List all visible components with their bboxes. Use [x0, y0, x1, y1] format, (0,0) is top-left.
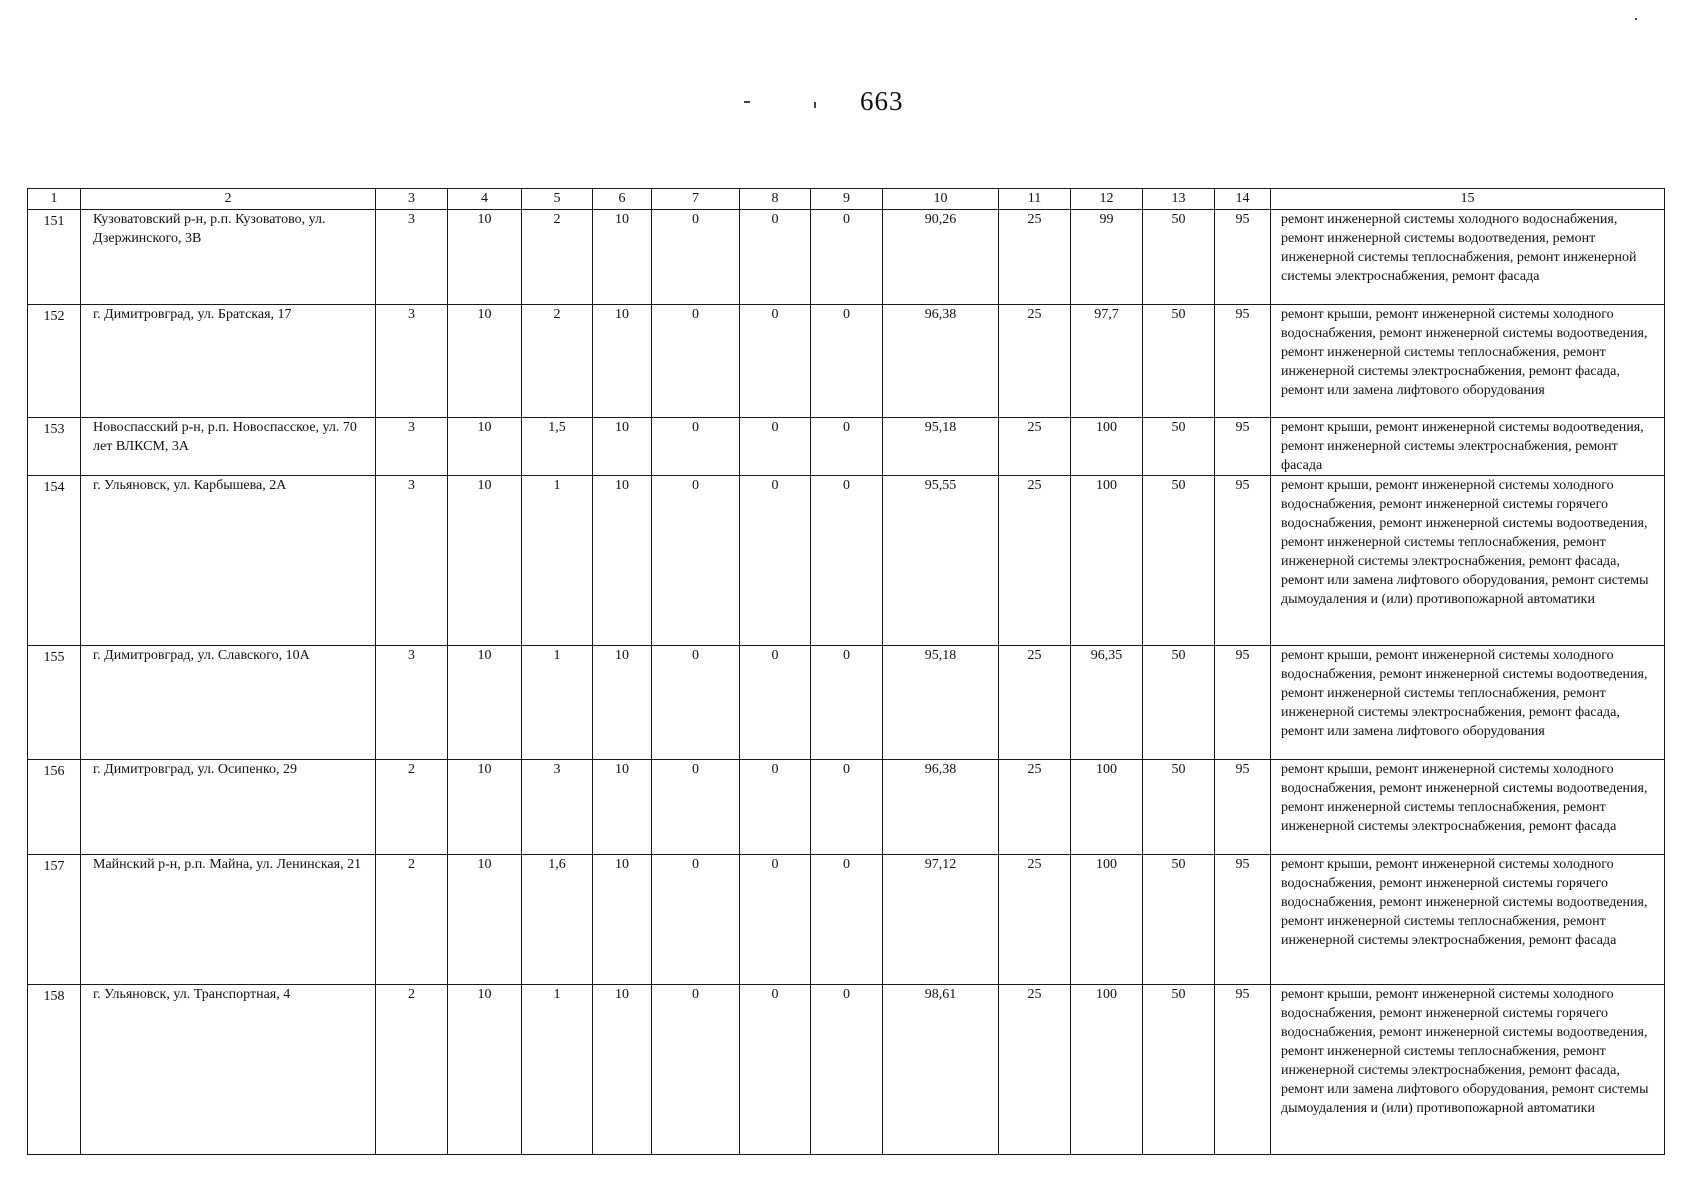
cell-value: 97,7	[1071, 305, 1143, 418]
cell-repair-works: ремонт крыши, ремонт инженерной системы водоотведения, ремонт инженерной системы электроснабжения, ремонт фасада	[1271, 418, 1665, 476]
cell-value: 10	[448, 646, 522, 760]
cell-row-number: 153	[28, 418, 81, 476]
cell-value: 0	[652, 855, 740, 985]
cell-value: 0	[811, 210, 883, 305]
cell-value: 1	[522, 646, 593, 760]
cell-value: 0	[740, 646, 811, 760]
cell-value: 2	[376, 855, 448, 985]
cell-value: 96,38	[883, 305, 999, 418]
scan-speck	[744, 101, 750, 103]
cell-value: 0	[740, 855, 811, 985]
cell-row-number: 155	[28, 646, 81, 760]
cell-address: г. Димитровград, ул. Славского, 10А	[81, 646, 376, 760]
cell-address: Новоспасский р-н, р.п. Новоспасское, ул. 70 лет ВЛКСМ, 3А	[81, 418, 376, 476]
cell-value: 25	[999, 305, 1071, 418]
cell-value: 3	[376, 210, 448, 305]
cell-value: 95	[1215, 210, 1271, 305]
scan-speck	[1635, 18, 1637, 20]
cell-repair-works: ремонт крыши, ремонт инженерной системы холодного водоснабжения, ремонт инженерной системы горячего водоснабжения, ремонт инженерной системы водоотведения, ремонт инженерной системы теплоснабжения, ремонт инженерной системы электроснабжения, ремонт фасада, ремонт или замена лифтового оборудования, ремонт системы дымоудаления и (или) противопожарной автоматики	[1271, 985, 1665, 1155]
column-header: 11	[999, 189, 1071, 210]
cell-value: 50	[1143, 646, 1215, 760]
cell-value: 10	[593, 760, 652, 855]
cell-repair-works: ремонт инженерной системы холодного водоснабжения, ремонт инженерной системы водоотведения, ремонт инженерной системы теплоснабжения, ремонт инженерной системы электроснабжения, ремонт фасада	[1271, 210, 1665, 305]
cell-value: 0	[811, 646, 883, 760]
column-header: 5	[522, 189, 593, 210]
cell-value: 95	[1215, 760, 1271, 855]
cell-value: 95	[1215, 476, 1271, 646]
cell-address: г. Ульяновск, ул. Карбышева, 2А	[81, 476, 376, 646]
cell-repair-works: ремонт крыши, ремонт инженерной системы холодного водоснабжения, ремонт инженерной системы горячего водоснабжения, ремонт инженерной системы водоотведения, ремонт инженерной системы теплоснабжения, ремонт инженерной системы электроснабжения, ремонт фасада	[1271, 855, 1665, 985]
cell-value: 10	[448, 210, 522, 305]
cell-value: 0	[740, 418, 811, 476]
cell-repair-works: ремонт крыши, ремонт инженерной системы холодного водоснабжения, ремонт инженерной системы водоотведения, ремонт инженерной системы теплоснабжения, ремонт инженерной системы электроснабжения, ремонт фасада, ремонт или замена лифтового оборудования	[1271, 646, 1665, 760]
cell-repair-works: ремонт крыши, ремонт инженерной системы холодного водоснабжения, ремонт инженерной системы водоотведения, ремонт инженерной системы теплоснабжения, ремонт инженерной системы электроснабжения, ремонт фасада	[1271, 760, 1665, 855]
table-row	[28, 855, 1665, 985]
cell-value: 25	[999, 985, 1071, 1155]
cell-value: 1	[522, 985, 593, 1155]
cell-value: 0	[652, 418, 740, 476]
cell-value: 10	[593, 210, 652, 305]
column-header: 8	[740, 189, 811, 210]
cell-value: 95	[1215, 985, 1271, 1155]
cell-value: 0	[811, 760, 883, 855]
page-number: 663	[860, 86, 904, 116]
column-header: 14	[1215, 189, 1271, 210]
cell-value: 0	[811, 476, 883, 646]
column-header: 1	[28, 189, 81, 210]
cell-value: 0	[811, 855, 883, 985]
column-header: 13	[1143, 189, 1215, 210]
cell-value: 25	[999, 646, 1071, 760]
cell-value: 3	[376, 305, 448, 418]
cell-value: 2	[376, 760, 448, 855]
cell-address: г. Димитровград, ул. Осипенко, 29	[81, 760, 376, 855]
cell-row-number: 154	[28, 476, 81, 646]
cell-row-number: 156	[28, 760, 81, 855]
cell-value: 50	[1143, 210, 1215, 305]
header-row	[28, 189, 1665, 210]
cell-value: 96,38	[883, 760, 999, 855]
cell-value: 100	[1071, 985, 1143, 1155]
cell-value: 3	[376, 476, 448, 646]
column-header: 7	[652, 189, 740, 210]
cell-value: 0	[740, 305, 811, 418]
table-row	[28, 305, 1665, 418]
scan-speck	[814, 102, 816, 108]
cell-value: 2	[522, 210, 593, 305]
column-header: 6	[593, 189, 652, 210]
cell-value: 2	[522, 305, 593, 418]
column-header: 4	[448, 189, 522, 210]
cell-value: 100	[1071, 476, 1143, 646]
cell-row-number: 152	[28, 305, 81, 418]
cell-value: 0	[811, 418, 883, 476]
cell-value: 0	[652, 305, 740, 418]
cell-value: 95,18	[883, 646, 999, 760]
cell-value: 0	[811, 985, 883, 1155]
cell-value: 50	[1143, 476, 1215, 646]
cell-row-number: 157	[28, 855, 81, 985]
cell-value: 50	[1143, 418, 1215, 476]
cell-value: 98,61	[883, 985, 999, 1155]
cell-value: 0	[740, 210, 811, 305]
cell-address: г. Димитровград, ул. Братская, 17	[81, 305, 376, 418]
table-row	[28, 760, 1665, 855]
cell-row-number: 158	[28, 985, 81, 1155]
cell-value: 96,35	[1071, 646, 1143, 760]
cell-value: 0	[740, 476, 811, 646]
repair-registry-table	[27, 188, 1665, 1155]
cell-value: 0	[652, 210, 740, 305]
cell-value: 0	[811, 305, 883, 418]
table-row	[28, 646, 1665, 760]
table-row	[28, 476, 1665, 646]
cell-value: 50	[1143, 855, 1215, 985]
column-header: 15	[1271, 189, 1665, 210]
cell-value: 0	[652, 646, 740, 760]
cell-value: 0	[652, 476, 740, 646]
cell-value: 100	[1071, 418, 1143, 476]
cell-value: 90,26	[883, 210, 999, 305]
cell-repair-works: ремонт крыши, ремонт инженерной системы холодного водоснабжения, ремонт инженерной системы водоотведения, ремонт инженерной системы теплоснабжения, ремонт инженерной системы электроснабжения, ремонт фасада, ремонт или замена лифтового оборудования	[1271, 305, 1665, 418]
cell-value: 95,18	[883, 418, 999, 476]
cell-value: 10	[593, 305, 652, 418]
cell-value: 25	[999, 476, 1071, 646]
column-header: 2	[81, 189, 376, 210]
cell-repair-works: ремонт крыши, ремонт инженерной системы холодного водоснабжения, ремонт инженерной системы горячего водоснабжения, ремонт инженерной системы водоотведения, ремонт инженерной системы теплоснабжения, ремонт инженерной системы электроснабжения, ремонт фасада, ремонт или замена лифтового оборудования, ремонт системы дымоудаления и (или) противопожарной автоматики	[1271, 476, 1665, 646]
cell-value: 3	[376, 418, 448, 476]
cell-value: 10	[448, 305, 522, 418]
cell-value: 25	[999, 418, 1071, 476]
cell-value: 100	[1071, 855, 1143, 985]
column-header: 9	[811, 189, 883, 210]
cell-value: 0	[740, 760, 811, 855]
table-row	[28, 418, 1665, 476]
cell-row-number: 151	[28, 210, 81, 305]
cell-value: 10	[448, 418, 522, 476]
cell-value: 10	[448, 476, 522, 646]
cell-address: Кузоватовский р-н, р.п. Кузоватово, ул. Дзержинского, 3В	[81, 210, 376, 305]
column-header: 10	[883, 189, 999, 210]
cell-value: 95	[1215, 305, 1271, 418]
cell-value: 10	[448, 855, 522, 985]
cell-value: 95,55	[883, 476, 999, 646]
cell-value: 99	[1071, 210, 1143, 305]
cell-value: 97,12	[883, 855, 999, 985]
cell-value: 3	[376, 646, 448, 760]
table-row	[28, 985, 1665, 1155]
cell-value: 100	[1071, 760, 1143, 855]
column-header: 3	[376, 189, 448, 210]
cell-value: 10	[593, 646, 652, 760]
cell-address: Майнский р-н, р.п. Майна, ул. Ленинская, 21	[81, 855, 376, 985]
cell-value: 0	[652, 985, 740, 1155]
cell-value: 95	[1215, 418, 1271, 476]
cell-value: 10	[593, 985, 652, 1155]
cell-value: 10	[593, 476, 652, 646]
cell-value: 95	[1215, 855, 1271, 985]
cell-value: 25	[999, 760, 1071, 855]
cell-value: 0	[652, 760, 740, 855]
cell-value: 10	[593, 855, 652, 985]
table-row	[28, 210, 1665, 305]
cell-value: 10	[448, 760, 522, 855]
cell-value: 3	[522, 760, 593, 855]
cell-value: 50	[1143, 985, 1215, 1155]
cell-value: 10	[448, 985, 522, 1155]
cell-value: 95	[1215, 646, 1271, 760]
cell-value: 10	[593, 418, 652, 476]
column-header: 12	[1071, 189, 1143, 210]
cell-value: 25	[999, 855, 1071, 985]
cell-value: 50	[1143, 305, 1215, 418]
cell-value: 50	[1143, 760, 1215, 855]
cell-value: 2	[376, 985, 448, 1155]
cell-value: 1,6	[522, 855, 593, 985]
cell-value: 1,5	[522, 418, 593, 476]
cell-value: 0	[740, 985, 811, 1155]
cell-value: 1	[522, 476, 593, 646]
cell-value: 25	[999, 210, 1071, 305]
cell-address: г. Ульяновск, ул. Транспортная, 4	[81, 985, 376, 1155]
